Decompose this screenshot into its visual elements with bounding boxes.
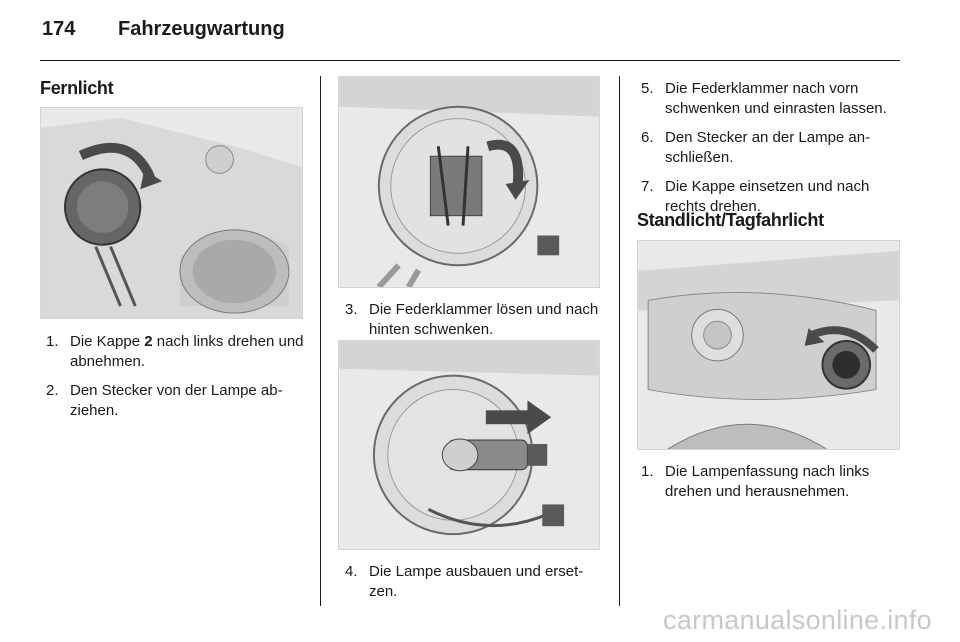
step-1 [46, 332, 308, 372]
step-number: 1. [46, 333, 59, 350]
step-text: Den Stecker von der Lampe ab-ziehen. [70, 382, 283, 419]
step-number: 1. [641, 463, 654, 480]
step-number: 3. [345, 301, 358, 318]
illustration-headlamp-cap [40, 107, 303, 319]
step-text: Die Kappe 2 nach links drehen und abnehmen. [70, 333, 304, 370]
step-number: 4. [345, 563, 358, 580]
step-text: Die Federklammer lösen und nach hinten schwenken. [369, 301, 599, 338]
step-text: Die Lampenfassung nach links drehen und herausnehmen. [665, 463, 870, 500]
step-number: 5. [641, 80, 654, 97]
step-text: Die Kappe einsetzen und nach rechts drehen. [665, 178, 870, 215]
illustration-spring-clip [338, 76, 600, 288]
step-text: Die Federklammer nach vorn schwenken und einrasten lassen. [665, 80, 887, 117]
steps-list-standlicht [641, 462, 909, 511]
illustration-parking-light [637, 240, 900, 450]
column-divider-2 [619, 76, 620, 606]
step-number: 2. [46, 382, 59, 399]
bulb-removal-drawing [339, 341, 599, 549]
parking-light-drawing [638, 241, 899, 449]
step-4 [345, 562, 607, 602]
step-2 [46, 381, 308, 421]
step-5 [641, 79, 909, 119]
step-number: 6. [641, 129, 654, 146]
spring-clip-drawing [339, 77, 599, 287]
step-3 [345, 300, 607, 340]
step-1-standlicht [641, 462, 909, 502]
watermark: carmanualsonline.info [663, 605, 932, 635]
illustration-bulb-removal [338, 340, 600, 550]
steps-list-step4 [345, 562, 607, 611]
step-text: Die Lampe ausbauen und erset-zen. [369, 563, 584, 600]
section-title-standlicht: Standlicht/Tagfahrlicht [637, 210, 824, 230]
step-text: Den Stecker an der Lampe an-schließen. [665, 129, 871, 166]
page-title: Fahrzeugwartung [118, 18, 285, 40]
page-number: 174 [42, 18, 76, 40]
steps-list-5-7 [641, 79, 909, 226]
column-divider-1 [320, 76, 321, 606]
section-title-fernlicht: Fernlicht [40, 78, 114, 98]
step-number: 7. [641, 178, 654, 195]
step-6 [641, 128, 909, 168]
cap-number: 2 [144, 333, 153, 350]
steps-list-fernlicht [46, 332, 308, 430]
headlamp-cap-drawing [41, 108, 302, 318]
header-rule [40, 60, 900, 61]
